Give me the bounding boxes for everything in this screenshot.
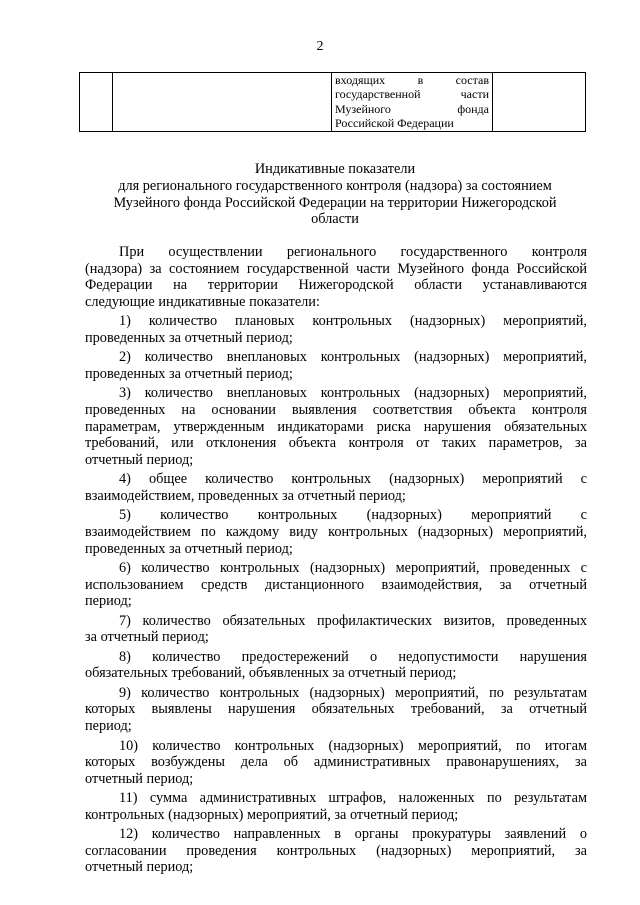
text-line: 10) количество контрольных (надзорных) мероприятий, по итогам [119, 737, 587, 754]
document-body [85, 244, 587, 879]
text-line: проведенных за отчетный период; [85, 365, 293, 382]
intro-paragraph [85, 244, 587, 310]
text-line: отчетный период; [85, 770, 194, 787]
table-cell-line: входящих в состав [335, 73, 489, 87]
text-line: за отчетный период; [85, 629, 209, 646]
text-line: 6) количество контрольных (надзорных) мероприятий, проведенных с [119, 560, 587, 577]
indicator-item [85, 738, 587, 788]
text-line: 12) количество направленных в органы прокуратуры заявлений о [119, 826, 587, 843]
table-cell-description [332, 73, 493, 132]
indicator-item [85, 560, 587, 610]
indicator-item [85, 471, 587, 504]
text-line: отчетный период; [85, 859, 194, 876]
indicator-item [85, 313, 587, 346]
table-cell-name [113, 73, 332, 132]
text-line: которых выявлены нарушения обязательных требований, за отчетный [85, 701, 587, 718]
heading-line: области [311, 211, 359, 228]
table-cell-line: государственной части [335, 87, 489, 102]
text-line: взаимодействием, проведенных за отчетный период; [85, 487, 406, 504]
table-cell-line: Российской Федерации [335, 116, 454, 131]
text-line: 3) количество внеплановых контрольных (надзорных) мероприятий, [119, 385, 587, 402]
text-line: 7) количество обязательных профилактических визитов, проведенных [119, 612, 587, 629]
text-line: взаимодействием по каждому виду контрольных (надзорных) мероприятий, [85, 523, 587, 540]
text-line: 11) сумма административных штрафов, наложенных по результатам [119, 790, 587, 807]
text-line: отчетный период; [85, 451, 194, 468]
text-line: согласовании проведения контрольных (надзорных) мероприятий, за [85, 842, 587, 859]
text-line: контрольных (надзорных) мероприятий, за отчетный период; [85, 806, 459, 823]
text-line: период; [85, 718, 132, 735]
table-row [80, 73, 586, 132]
text-line: 5) количество контрольных (надзорных) мероприятий с [119, 507, 587, 524]
indicator-item [85, 507, 587, 557]
text-line: (надзора) за состоянием государственной части Музейного фонда Российской [85, 260, 587, 277]
table-cell-text [332, 73, 492, 131]
document-heading [90, 161, 580, 228]
text-line: обязательных требований, объявленных за отчетный период; [85, 665, 457, 682]
text-line: 1) количество плановых контрольных (надзорных) мероприятий, [119, 313, 587, 330]
indicator-item [85, 613, 587, 646]
table-cell-line: Музейного фонда [335, 101, 489, 116]
heading-line: Индикативные показатели [254, 161, 416, 177]
text-line: которых возбуждены дела об административных правонарушениях, за [85, 754, 587, 771]
heading-line: для регионального государственного контроля (надзора) за состоянием [118, 177, 552, 194]
indicator-item [85, 685, 587, 735]
page-number: 2 [316, 39, 324, 54]
indicator-item [85, 790, 587, 823]
continued-table [79, 72, 586, 132]
text-line: При осуществлении регионального государственного контроля [119, 244, 587, 260]
text-line: использованием средств дистанционного взаимодействия, за отчетный [85, 576, 587, 593]
heading-line: Музейного фонда Российской Федерации на территории Нижегородской [113, 194, 557, 211]
indicator-item [85, 385, 587, 468]
text-line: 4) общее количество контрольных (надзорных) мероприятий с [119, 471, 587, 488]
text-line: проведенных на основании выявления соответствия объекта контроля [85, 402, 587, 419]
indicator-item [85, 649, 587, 682]
indicator-item [85, 349, 587, 382]
text-line: следующие индикативные показатели: [85, 293, 320, 310]
table-cell-empty [493, 73, 586, 132]
text-line: 8) количество предостережений о недопустимости нарушения [119, 648, 587, 665]
text-line: Федерации на территории Нижегородской области устанавливаются [85, 277, 587, 294]
text-line: проведенных за отчетный период; [85, 329, 293, 346]
text-line: период; [85, 593, 132, 610]
text-line: параметрам, утвержденным индикаторами риска нарушения обязательных [85, 418, 587, 435]
table-cell-number [80, 73, 113, 132]
text-line: 2) количество внеплановых контрольных (надзорных) мероприятий, [119, 349, 587, 366]
text-line: проведенных за отчетный период; [85, 540, 293, 557]
indicator-item [85, 826, 587, 876]
text-line: требований, или отклонения объекта контроля от таких параметров, за [85, 435, 587, 452]
text-line: 9) количество контрольных (надзорных) мероприятий, по результатам [119, 684, 587, 701]
